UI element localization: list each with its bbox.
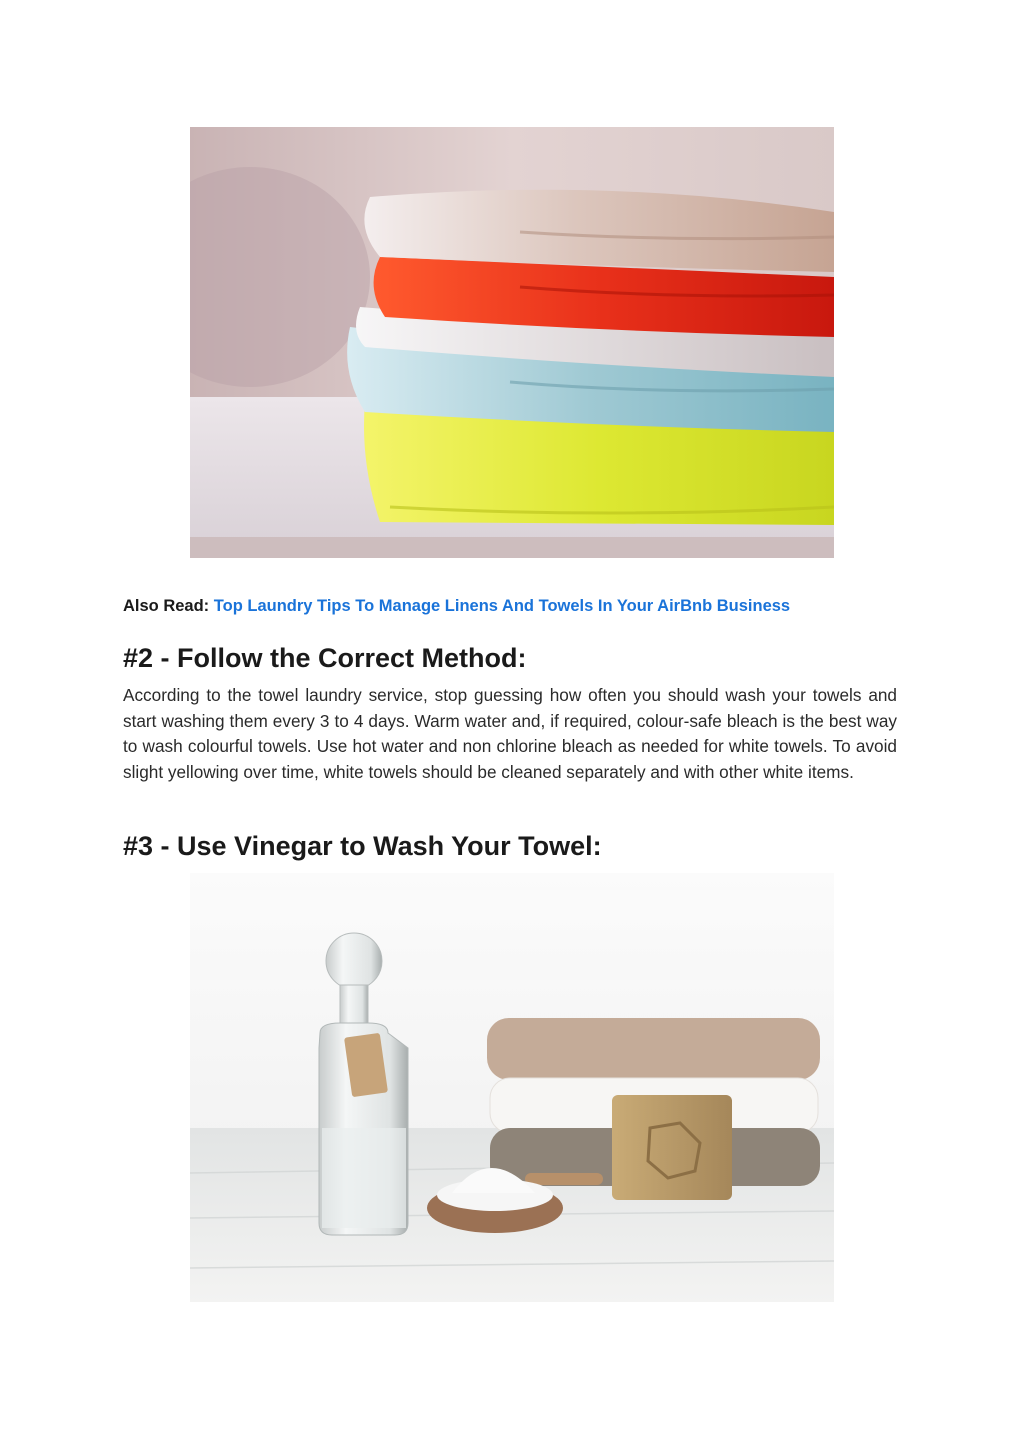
also-read-link[interactable]: Top Laundry Tips To Manage Linens And Towels In Your AirBnb Business <box>213 597 791 615</box>
also-read-line <box>123 596 903 616</box>
section-heading-follow-method: #2 - Follow the Correct Method: <box>123 643 527 673</box>
section-body-follow-method: According to the towel laundry service, stop guessing how often you should wash your towels and start washing them every 3 to 4 days. Warm water and, if required, colour-safe bleach is the best way to wash colourful towels. Use hot water and non chlorine bleach as needed for white towels. To avoid slight yellowing over time, white towels should be cleaned separately and with other white items. <box>123 685 897 782</box>
vinegar-scene-illustration <box>190 873 834 1302</box>
towel-stack-illustration <box>190 127 834 558</box>
also-read-label: Also Read: <box>123 597 210 615</box>
vinegar-towels-photo <box>190 873 834 1302</box>
towel-stack-photo <box>190 127 834 558</box>
section-heading-use-vinegar: #3 - Use Vinegar to Wash Your Towel: <box>123 831 602 861</box>
